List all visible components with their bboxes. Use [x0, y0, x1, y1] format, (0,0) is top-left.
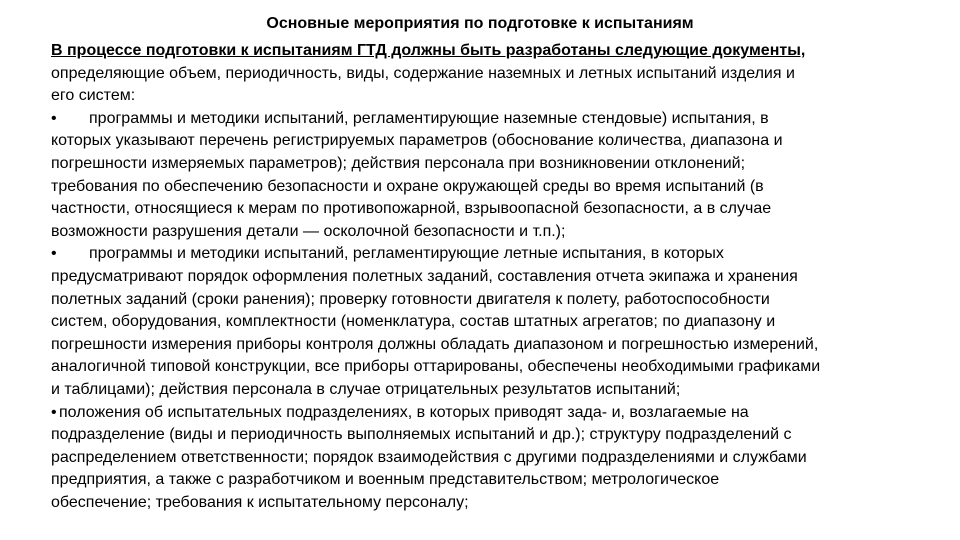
bullet-line: погрешности измеряемых параметров); действия персонала при возникновении отклонений;	[51, 154, 746, 172]
slide-title: Основные мероприятия по подготовке к испытаниям	[266, 15, 694, 32]
bullet-text: программы и методики испытаний, регламентирующие наземные стендовые) испытания, в	[89, 109, 769, 127]
bullet-line: распределением ответственности; порядок взаимодействия с другими подразделениями и службами	[51, 448, 807, 466]
bullet-line: погрешности измерения приборы контроля должны обладать диапазоном и погрешностью измерений,	[51, 335, 819, 353]
bullet-line: подразделение (виды и периодичность выполняемых испытаний и др.); структуру подразделений с	[51, 426, 792, 444]
bullet-line: и таблицами); действия персонала в случае отрицательных результатов испытаний;	[51, 380, 681, 398]
intro-bold-lead: В процессе подготовки к испытаниям ГТД должны быть разработаны следующие документы,	[51, 42, 806, 59]
bullet-item-first-line	[51, 108, 921, 131]
bullet-line: которых указывают перечень регистрируемых параметров (обоснование количества, диапазона и	[51, 132, 783, 150]
bullet-line: полетных заданий (сроки ранения); проверку готовности двигателя к полету, работоспособности	[51, 290, 770, 308]
bullet-text: программы и методики испытаний, регламентирующие летные испытания, в которых	[89, 245, 724, 263]
bullet-marker: •	[51, 245, 57, 263]
bullet-item-first-line	[51, 243, 921, 266]
bullet-line: возможности разрушения детали — осколочной безопасности и т.п.);	[51, 222, 566, 240]
slide-body	[51, 40, 921, 514]
bullet-line: аналогичной типовой конструкции, все приборы оттарированы, обеспечены необходимыми графиками	[51, 358, 821, 376]
intro-line: его систем:	[51, 87, 136, 105]
bullet-line: систем, оборудования, комплектности (номенклатура, состав штатных агрегатов; по диапазону и	[51, 313, 776, 331]
bullet-line: предприятия, а также с разработчиком и военным представительством; метрологическое	[51, 471, 720, 489]
bullet-marker: •	[51, 109, 57, 127]
intro-line: определяющие объем, периодичность, виды, содержание наземных и летных испытаний изделия и	[51, 64, 795, 82]
bullet-line: предусматривают порядок оформления полетных заданий, составления отчета экипажа и хранения	[51, 267, 798, 285]
bullet-marker: •	[51, 403, 57, 421]
bullet-line: требования по обеспечению безопасности и охране окружающей среды во время испытаний (в	[51, 177, 764, 195]
bullet-line: обеспечение; требования к испытательному персоналу;	[51, 493, 469, 511]
bullet-line: частности, относящиеся к мерам по противопожарной, взрывоопасной безопасности, а в случае	[51, 200, 772, 218]
bullet-text: положения об испытательных подразделениях, в которых приводят зада- и, возлагаемые на	[59, 403, 749, 421]
bullet-item-first-line	[51, 402, 921, 425]
